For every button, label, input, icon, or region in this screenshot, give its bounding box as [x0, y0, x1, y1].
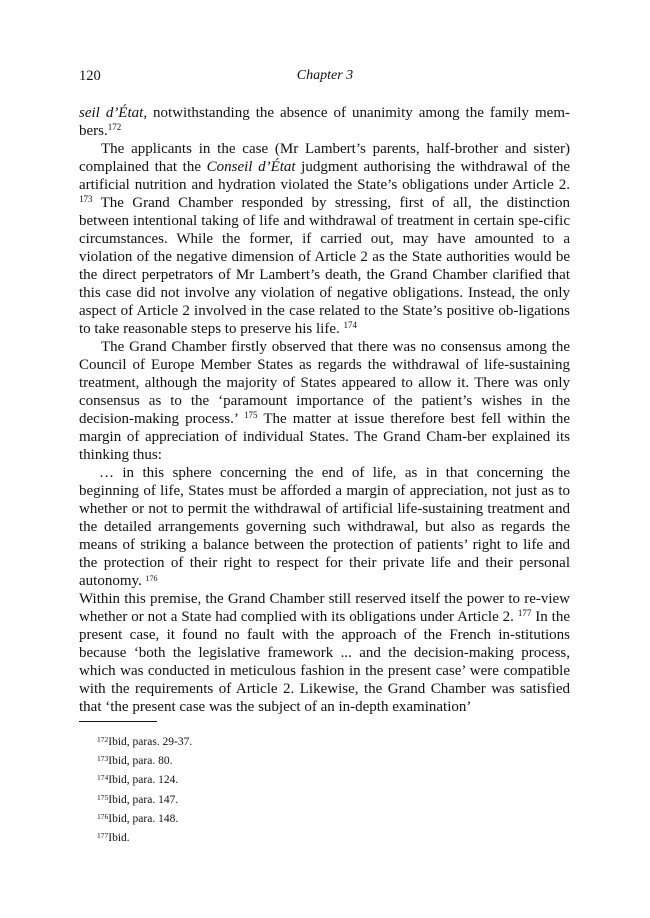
paragraph-text: The Grand Chamber firstly observed that there was no consensus among the Council of Europe Member States as regards the withdrawal of life-sustaining treatment, although the majority of States appeared to allow it. There was only consensus as to the ‘paramount importance of the patient’s wishes in the decision-making process.’ [79, 339, 570, 427]
block-quote [79, 464, 570, 590]
paragraph-review [79, 590, 570, 716]
footnote-ref[interactable]: 172 [107, 122, 122, 132]
footnote-ref[interactable]: 174 [343, 320, 357, 330]
footnote-number: 175 [97, 792, 109, 802]
paragraph-consensus [79, 338, 570, 464]
footnote-text: Ibid, para. 80. [108, 755, 173, 768]
body-text [79, 104, 570, 716]
footnote-text: Ibid, para. 124. [108, 774, 179, 787]
footnote-text: Ibid, para. 147. [108, 793, 179, 806]
paragraph-text: In the present case, it found no fault with the approach of the French in-stitutions because ‘both the legislative framework ... and the decision-making process, which was conducted in meticulous fashion in the present case’ were compatible with the requirements of Article 2. Likewise, the Grand Chamber was satisfied that ‘the present case was the subject of an in-depth examination’ [79, 609, 571, 715]
quote-text: … in this sphere concerning the end of life, as in that concerning the beginning of life, States must be afforded a margin of appreciation, not just as to whether or not to permit the withdrawal of artificial life-sustaining treatment and the detailed arrangements governing such withdrawal, but also as regards the means of striking a balance between the protection of patients’ right to life and the protection of their right to respect for their private life and their personal autonomy. [79, 465, 570, 589]
running-head: Chapter 3 [296, 68, 354, 83]
footnote-item [97, 752, 192, 771]
paragraph-continuation [79, 104, 570, 140]
page-number: 120 [79, 68, 101, 84]
footnotes [97, 733, 192, 848]
paragraph-applicants [79, 140, 570, 338]
footnote-number: 174 [97, 773, 109, 783]
footnote-number: 173 [97, 754, 109, 764]
footnote-item [97, 733, 192, 752]
footnote-text: Ibid. [108, 832, 130, 845]
footnote-ref[interactable]: 177 [517, 608, 532, 618]
footnote-number: 176 [97, 811, 109, 821]
footnote-text: Ibid, paras. 29-37. [108, 736, 193, 748]
footnote-ref[interactable]: 176 [145, 574, 158, 583]
paragraph-text: The Grand Chamber responded by stressing, first of all, the distinction between intentional taking of life and withdrawal of treatment in certain spe-cific circumstances. While the former, if carried out, may have amounted to a violation of the negative dimension of Article 2 as the State authorities would be the direct perpetrators of Mr Lambert’s death, the Grand Chamber clarified that this case did not involve any violation of negative obligations. Instead, the only aspect of Article 2 involved in the case related to the State’s positive ob-ligations to take reasonable steps to preserve his life. [79, 195, 570, 337]
footnote-item [97, 791, 192, 810]
paragraph-text: The applicants in the case (Mr Lambert’s parents, half-brother and sister) complained that the [79, 141, 570, 175]
italic-term: seil d’État [79, 105, 144, 121]
paragraph-text: The matter at issue therefore best fell within the margin of appreciation of individual States. The Grand Cham-ber explained its thinking thus: [79, 411, 571, 463]
footnote-number: 172 [97, 735, 109, 744]
footnote-item [97, 771, 192, 790]
paragraph-text: , notwithstanding the absence of unanimity among the family mem-bers. [79, 105, 570, 139]
footnote-text: Ibid, para. 148. [108, 812, 179, 825]
footnote-item [97, 810, 192, 829]
footnote-number: 177 [97, 831, 109, 841]
paragraph-text: judgment authorising the withdrawal of the artificial nutrition and hydration violated the State’s obligations under Article 2. [79, 159, 570, 193]
paragraph-text: Within this premise, the Grand Chamber still reserved itself the power to re-view whether or not a State had complied with its obligations under Article 2. [79, 591, 570, 625]
italic-term: Conseil d’État [206, 159, 296, 175]
footnote-ref[interactable]: 173 [79, 194, 93, 204]
footnote-ref[interactable]: 175 [243, 410, 258, 420]
footnote-divider [79, 721, 157, 722]
footnote-item [97, 829, 192, 848]
